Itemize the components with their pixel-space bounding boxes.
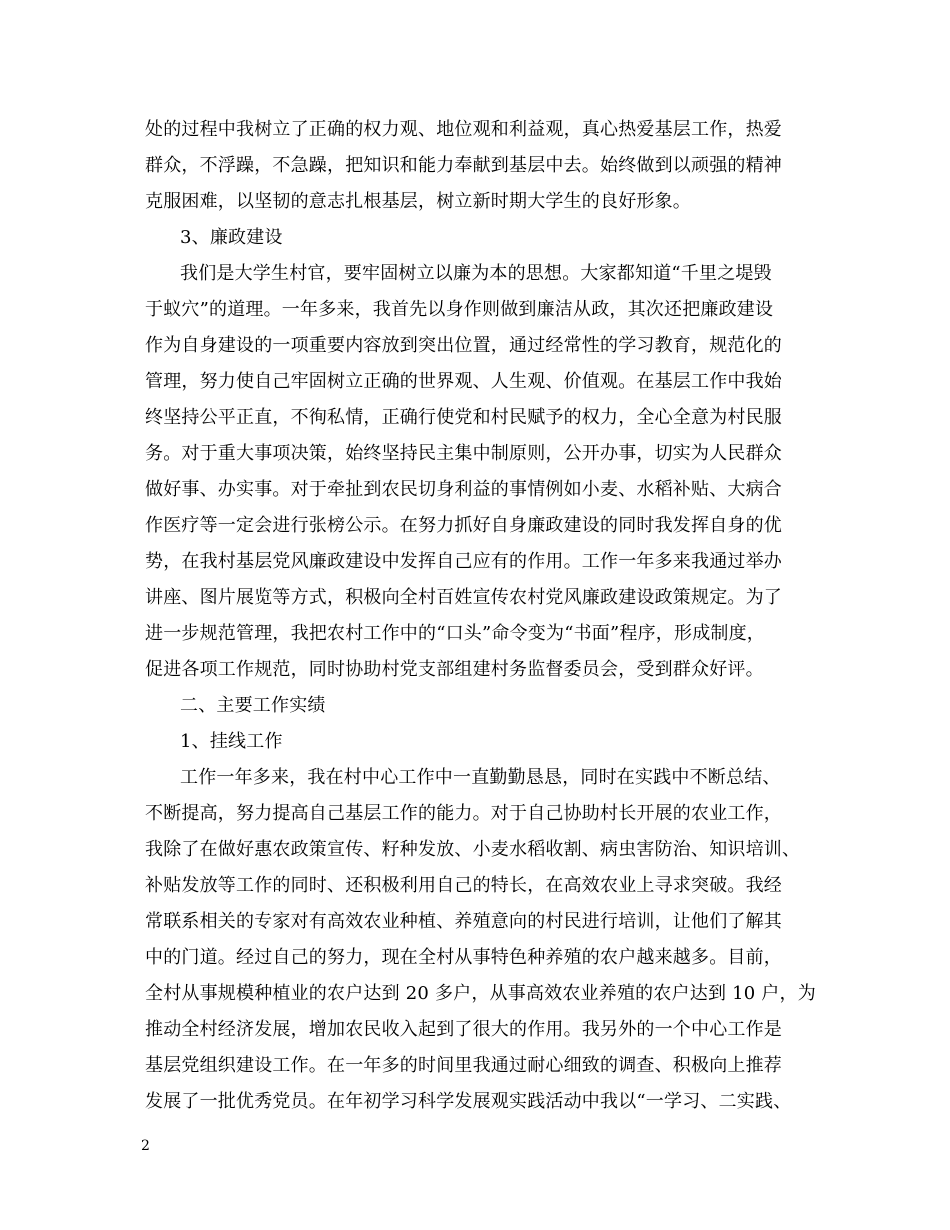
body-text-line: 于蚁穴”的道理。一年多来，我首先以身作则做到廉洁从政，其次还把廉政建设 (145, 299, 774, 320)
page-number: 2 (141, 1138, 150, 1154)
body-text-line: 常联系相关的专家对有高效农业种植、养殖意向的村民进行培训，让他们了解其 (145, 911, 782, 932)
body-text-line: 务。对于重大事项决策，始终坚持民主集中制原则，公开办事，切实为人民群众 (145, 443, 782, 464)
body-text-line: 处的过程中我树立了正确的权力观、地位观和利益观，真心热爱基层工作，热爱 (145, 119, 782, 140)
body-text-line: 发展了一批优秀党员。在年初学习科学发展观实践活动中我以“一学习、二实践、 (145, 1091, 792, 1112)
body-text-line: 作医疗等一定会进行张榜公示。在努力抓好自身廉政建设的同时我发挥自身的优 (145, 515, 782, 536)
body-text-line: 做好事、办实事。对于牵扯到农民切身利益的事情例如小麦、水稻补贴、大病合 (145, 479, 782, 500)
body-text-line: 中的门道。经过自己的努力，现在全村从事特色种养殖的农户越来越多。目前， (145, 947, 782, 968)
body-text-line: 基层党组织建设工作。在一年多的时间里我通过耐心细致的调查、积极向上推荐 (145, 1055, 782, 1076)
body-text-line: 进一步规范管理，我把农村工作中的“口头”命令变为“书面”程序，形成制度， (145, 623, 766, 644)
body-text-line: 不断提高，努力提高自己基层工作的能力。对于自己协助村长开展的农业工作， (145, 803, 782, 824)
section-heading: 3、廉政建设 (180, 227, 283, 248)
body-text-line: 我除了在做好惠农政策宣传、籽种发放、小麦水稻收割、病虫害防治、知识培训、 (145, 839, 801, 860)
body-text-line: 补贴发放等工作的同时、还积极利用自己的特长，在高效农业上寻求突破。我经 (145, 875, 782, 896)
body-text-line: 作为自身建设的一项重要内容放到突出位置，通过经常性的学习教育，规范化的 (145, 335, 782, 356)
body-text-line: 管理，努力使自己牢固树立正确的世界观、人生观、价值观。在基层工作中我始 (145, 371, 782, 392)
body-text-line: 群众，不浮躁，不急躁，把知识和能力奉献到基层中去。始终做到以顽强的精神 (145, 155, 782, 176)
subsection-heading: 1、挂线工作 (180, 731, 283, 752)
body-text-line: 势，在我村基层党风廉政建设中发挥自己应有的作用。工作一年多来我通过举办 (145, 551, 782, 572)
body-text-line: 我们是大学生村官，要牢固树立以廉为本的思想。大家都知道“千里之堤毁 (180, 263, 772, 284)
body-text-line: 讲座、图片展览等方式，积极向全村百姓宣传农村党风廉政建设政策规定。为了 (145, 587, 782, 608)
body-text-line: 克服困难，以坚韧的意志扎根基层，树立新时期大学生的良好形象。 (145, 191, 691, 212)
section-heading: 二、主要工作实绩 (180, 695, 326, 716)
body-text-line: 推动全村经济发展，增加农民收入起到了很大的作用。我另外的一个中心工作是 (145, 1019, 782, 1040)
body-text-line: 全村从事规模种植业的农户达到 20 多户，从事高效农业养殖的农户达到 10 户，为 (145, 983, 816, 1004)
body-text-line: 终坚持公平正直，不徇私情，正确行使党和村民赋予的权力，全心全意为村民服 (145, 407, 782, 428)
body-text-line: 工作一年多来，我在村中心工作中一直勤勤恳恳，同时在实践中不断总结、 (180, 767, 781, 788)
body-text-line: 促进各项工作规范，同时协助村党支部组建村务监督委员会，受到群众好评。 (145, 659, 764, 680)
